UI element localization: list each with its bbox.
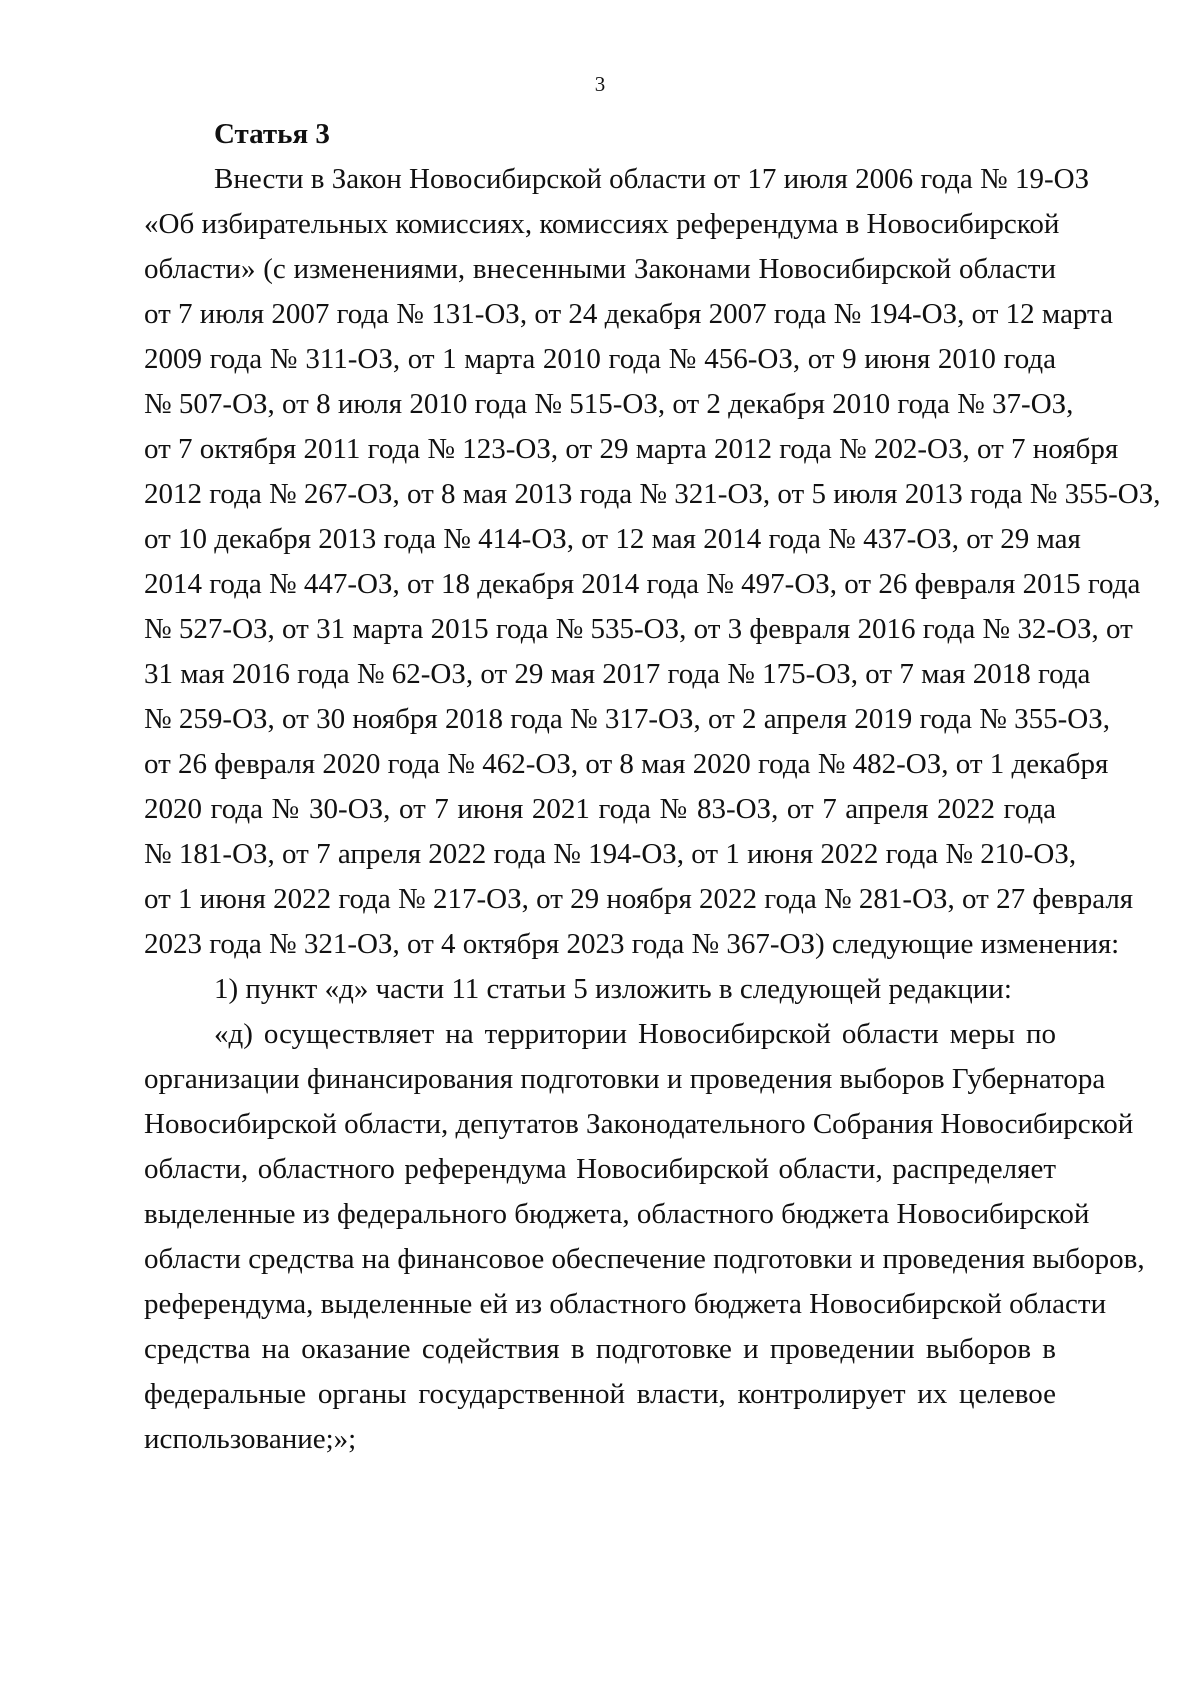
document-paragraphs bbox=[144, 157, 1161, 1462]
paragraph bbox=[144, 1012, 1145, 1462]
text-line: «д) осуществляет на территории Новосибирской области меры по bbox=[214, 1018, 1056, 1050]
text-line: 2009 года № 311-ОЗ, от 1 марта 2010 года № 456-ОЗ, от 9 июня 2010 года bbox=[144, 343, 1056, 375]
text-line: № 527-ОЗ, от 31 марта 2015 года № 535-ОЗ, от 3 февраля 2016 года № 32-ОЗ, от bbox=[144, 613, 1133, 645]
text-line: № 507-ОЗ, от 8 июля 2010 года № 515-ОЗ, от 2 декабря 2010 года № 37-ОЗ, bbox=[144, 388, 1074, 420]
paragraph bbox=[144, 967, 1056, 1012]
text-line: 1) пункт «д» части 11 статьи 5 изложить в следующей редакции: bbox=[214, 973, 1012, 1005]
text-line: «Об избирательных комиссиях, комиссиях референдума в Новосибирской bbox=[144, 208, 1060, 240]
text-line: области» (с изменениями, внесенными Законами Новосибирской области bbox=[144, 253, 1056, 285]
text-line: 2014 года № 447-ОЗ, от 18 декабря 2014 года № 497-ОЗ, от 26 февраля 2015 года bbox=[144, 568, 1141, 600]
text-line: Внести в Закон Новосибирской области от 17 июля 2006 года № 19-ОЗ bbox=[214, 163, 1090, 195]
text-line: организации финансирования подготовки и проведения выборов Губернатора bbox=[144, 1063, 1106, 1095]
document-body bbox=[144, 112, 1161, 1462]
text-line: Новосибирской области, депутатов Законодательного Собрания Новосибирской bbox=[144, 1108, 1134, 1140]
article-heading: Статья 3 bbox=[214, 118, 330, 150]
text-line: выделенные из федерального бюджета, областного бюджета Новосибирской bbox=[144, 1198, 1090, 1230]
text-line: № 181-ОЗ, от 7 апреля 2022 года № 194-ОЗ, от 1 июня 2022 года № 210-ОЗ, bbox=[144, 838, 1077, 870]
text-line: средства на оказание содействия в подготовке и проведении выборов в bbox=[144, 1333, 1056, 1365]
text-line: от 1 июня 2022 года № 217-ОЗ, от 29 ноября 2022 года № 281-ОЗ, от 27 февраля bbox=[144, 883, 1134, 915]
text-line: области средства на финансовое обеспечение подготовки и проведения выборов, bbox=[144, 1243, 1145, 1275]
text-line: федеральные органы государственной власти, контролирует их целевое bbox=[144, 1378, 1056, 1410]
text-line: использование;»; bbox=[144, 1423, 357, 1455]
text-line: референдума, выделенные ей из областного бюджета Новосибирской области bbox=[144, 1288, 1107, 1320]
text-line: от 26 февраля 2020 года № 462-ОЗ, от 8 мая 2020 года № 482-ОЗ, от 1 декабря bbox=[144, 748, 1109, 780]
text-line: № 259-ОЗ, от 30 ноября 2018 года № 317-ОЗ, от 2 апреля 2019 года № 355-ОЗ, bbox=[144, 703, 1110, 735]
text-line: от 10 декабря 2013 года № 414-ОЗ, от 12 мая 2014 года № 437-ОЗ, от 29 мая bbox=[144, 523, 1081, 555]
paragraph bbox=[144, 157, 1161, 967]
text-line: 2023 года № 321-ОЗ, от 4 октября 2023 года № 367-ОЗ) следующие изменения: bbox=[144, 928, 1120, 960]
page-number: 3 bbox=[594, 72, 606, 96]
text-line: 2020 года № 30-ОЗ, от 7 июня 2021 года № 83-ОЗ, от 7 апреля 2022 года bbox=[144, 793, 1056, 825]
text-line: от 7 июля 2007 года № 131-ОЗ, от 24 декабря 2007 года № 194-ОЗ, от 12 марта bbox=[144, 298, 1113, 330]
text-line: области, областного референдума Новосибирской области, распределяет bbox=[144, 1153, 1056, 1185]
text-line: 2012 года № 267-ОЗ, от 8 мая 2013 года № 321-ОЗ, от 5 июля 2013 года № 355-ОЗ, bbox=[144, 478, 1161, 510]
text-line: 31 мая 2016 года № 62-ОЗ, от 29 мая 2017 года № 175-ОЗ, от 7 мая 2018 года bbox=[144, 658, 1091, 690]
text-line: от 7 октября 2011 года № 123-ОЗ, от 29 марта 2012 года № 202-ОЗ, от 7 ноября bbox=[144, 433, 1119, 465]
